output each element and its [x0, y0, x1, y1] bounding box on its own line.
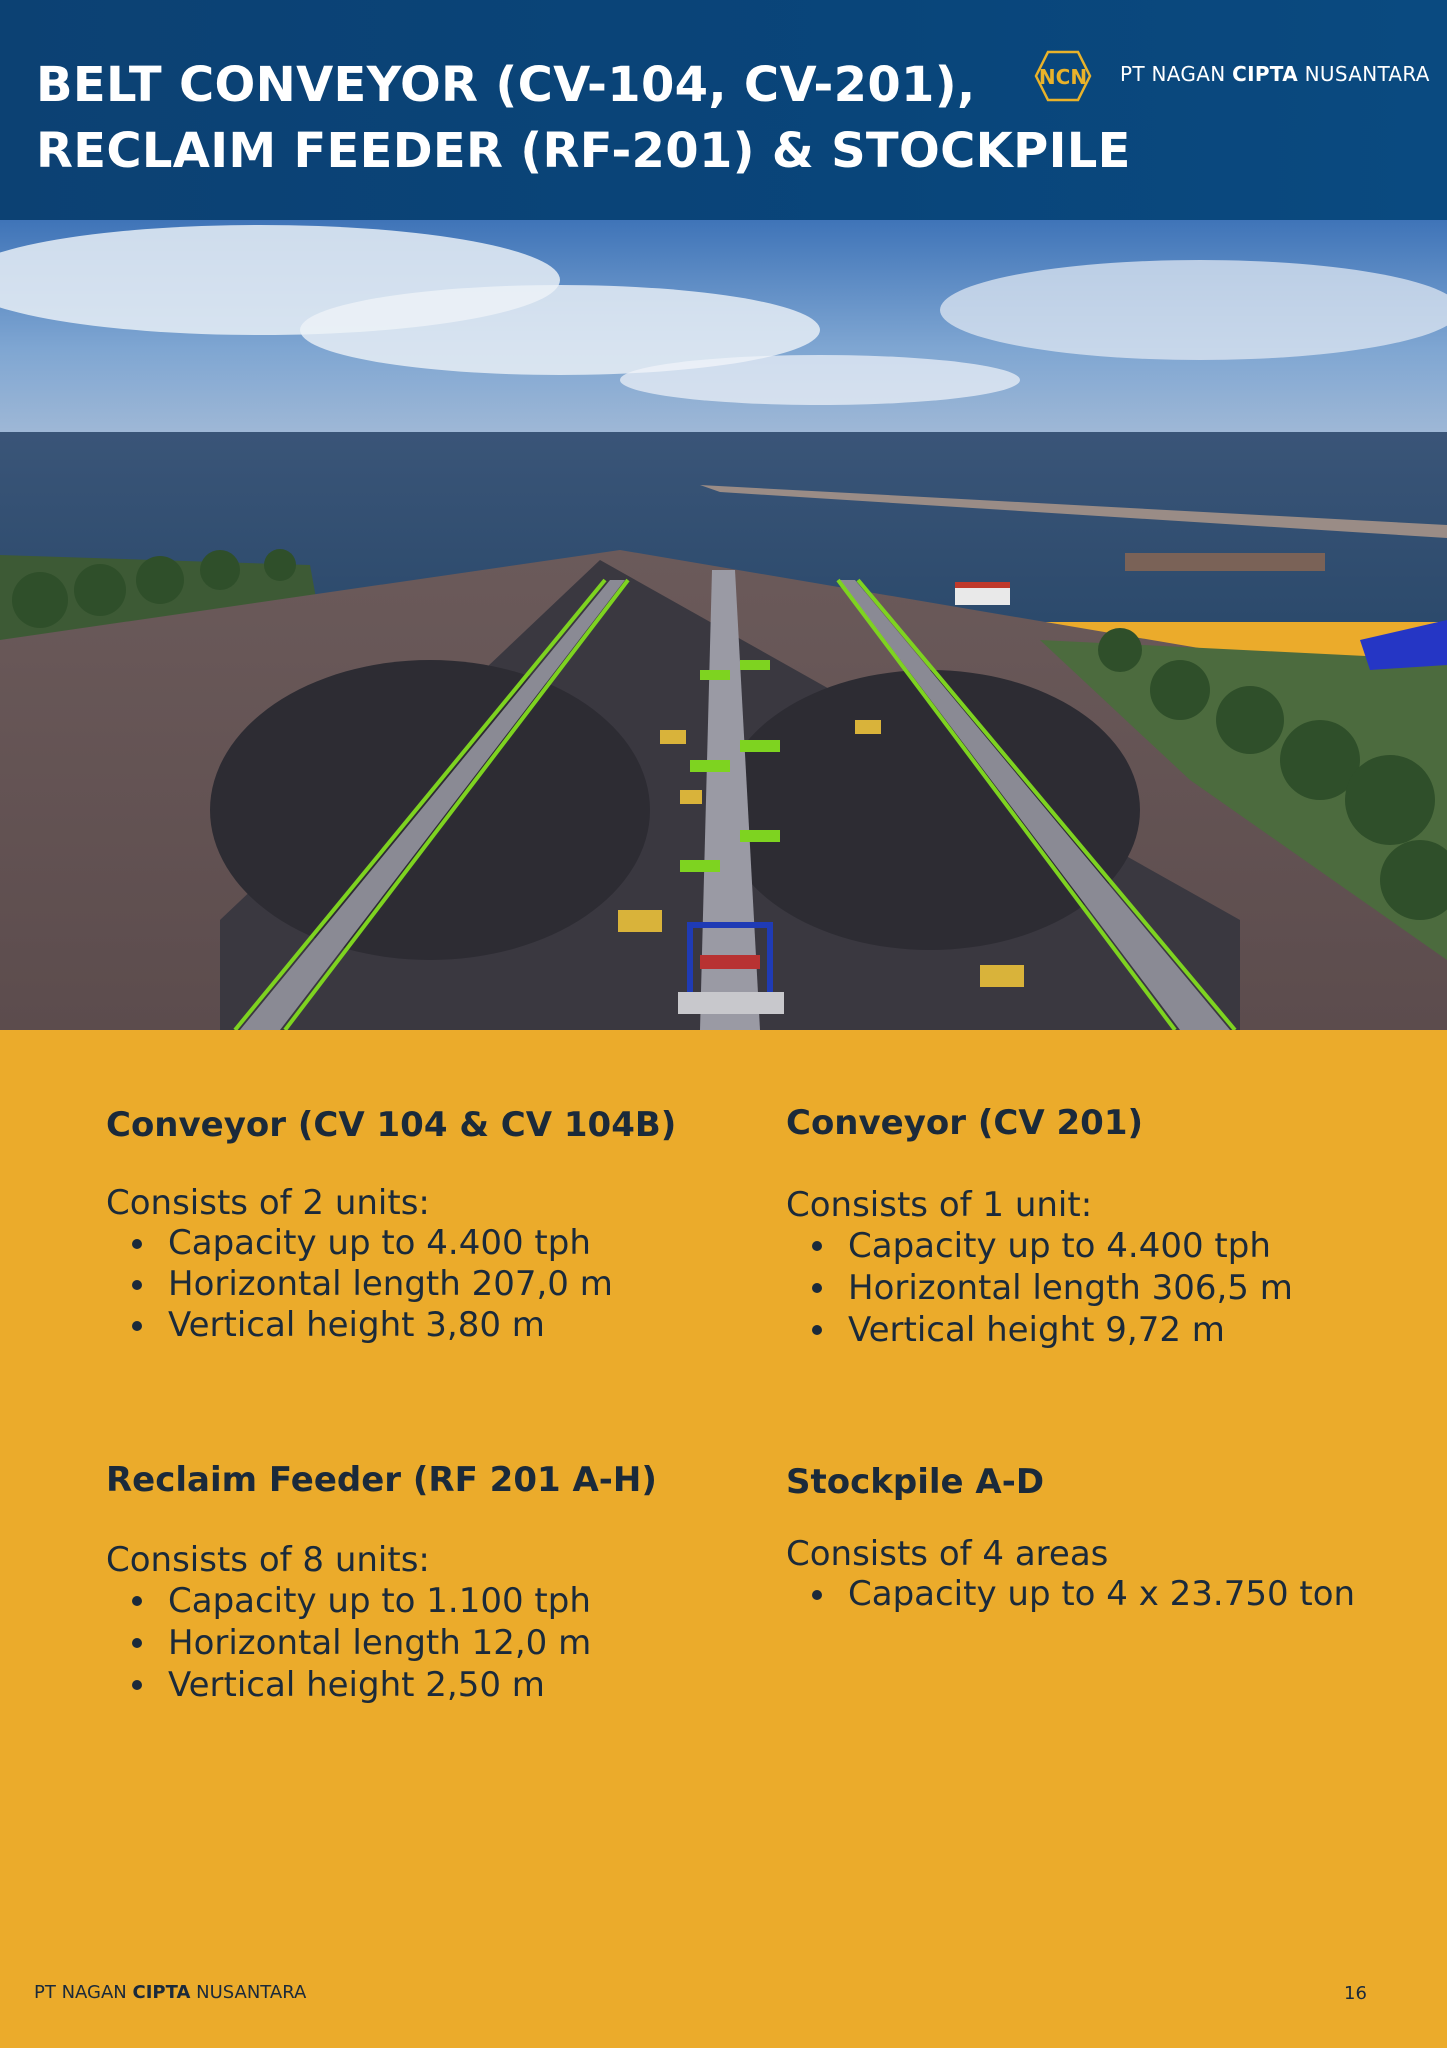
section-rf201: [106, 1460, 657, 1706]
list-item: Vertical height 9,72 m: [848, 1309, 1293, 1351]
footer-brand: [34, 1982, 306, 2003]
footer-brand-part-1: PT NAGAN: [34, 1982, 133, 2003]
header-brand-part-1: PT NAGAN: [1120, 62, 1233, 86]
ncn-logo: [1034, 50, 1092, 102]
title-line-1: BELT CONVEYOR (CV-104, CV-201),: [36, 57, 976, 113]
section-cv201-intro: Consists of 1 unit:: [786, 1185, 1093, 1225]
list-item: Horizontal length 306,5 m: [848, 1268, 1293, 1308]
header-brand-bold: CIPTA: [1232, 62, 1298, 86]
list-item: Capacity up to 4 x 23.750 ton: [848, 1574, 1356, 1614]
section-stockpile-heading: Stockpile A-D: [786, 1462, 1045, 1502]
header-brand-part-2: NUSANTARA: [1297, 62, 1430, 86]
footer-brand-part-2: NUSANTARA: [190, 1982, 307, 2003]
section-cv201-list: [786, 1225, 1293, 1351]
section-cv104: [106, 1105, 676, 1346]
list-item: Capacity up to 4.400 tph: [848, 1225, 1293, 1267]
hero-image: [0, 220, 1447, 1030]
header-brand: [1120, 62, 1430, 86]
list-item: Vertical height 3,80 m: [168, 1305, 676, 1346]
section-cv104-heading: Conveyor (CV 104 & CV 104B): [106, 1105, 677, 1145]
list-item: Capacity up to 1.100 tph: [168, 1580, 657, 1622]
list-item: Vertical height 2,50 m: [168, 1664, 657, 1706]
logo-text: NCN: [1038, 65, 1088, 89]
page-header: [0, 0, 1447, 220]
section-cv201: [786, 1103, 1293, 1351]
section-cv104-list: [106, 1223, 676, 1346]
conveyor-stockpile-render-icon: [0, 220, 1447, 1030]
page-title: [36, 52, 1131, 184]
section-stockpile-intro: Consists of 4 areas: [786, 1534, 1109, 1574]
section-cv104-intro: Consists of 2 units:: [106, 1183, 430, 1223]
page-number: 16: [1344, 1983, 1367, 2004]
section-stockpile-list: [786, 1574, 1355, 1615]
section-rf201-heading: Reclaim Feeder (RF 201 A-H): [106, 1460, 657, 1500]
section-rf201-list: [106, 1580, 657, 1706]
section-cv201-heading: Conveyor (CV 201): [786, 1103, 1144, 1143]
footer-brand-bold: CIPTA: [132, 1982, 191, 2003]
title-line-2: RECLAIM FEEDER (RF-201) & STOCKPILE: [36, 123, 1131, 179]
section-stockpile: [786, 1462, 1355, 1615]
list-item: Capacity up to 4.400 tph: [168, 1223, 676, 1264]
section-rf201-intro: Consists of 8 units:: [106, 1540, 430, 1580]
list-item: Horizontal length 12,0 m: [168, 1622, 657, 1664]
list-item: Horizontal length 207,0 m: [168, 1264, 676, 1305]
